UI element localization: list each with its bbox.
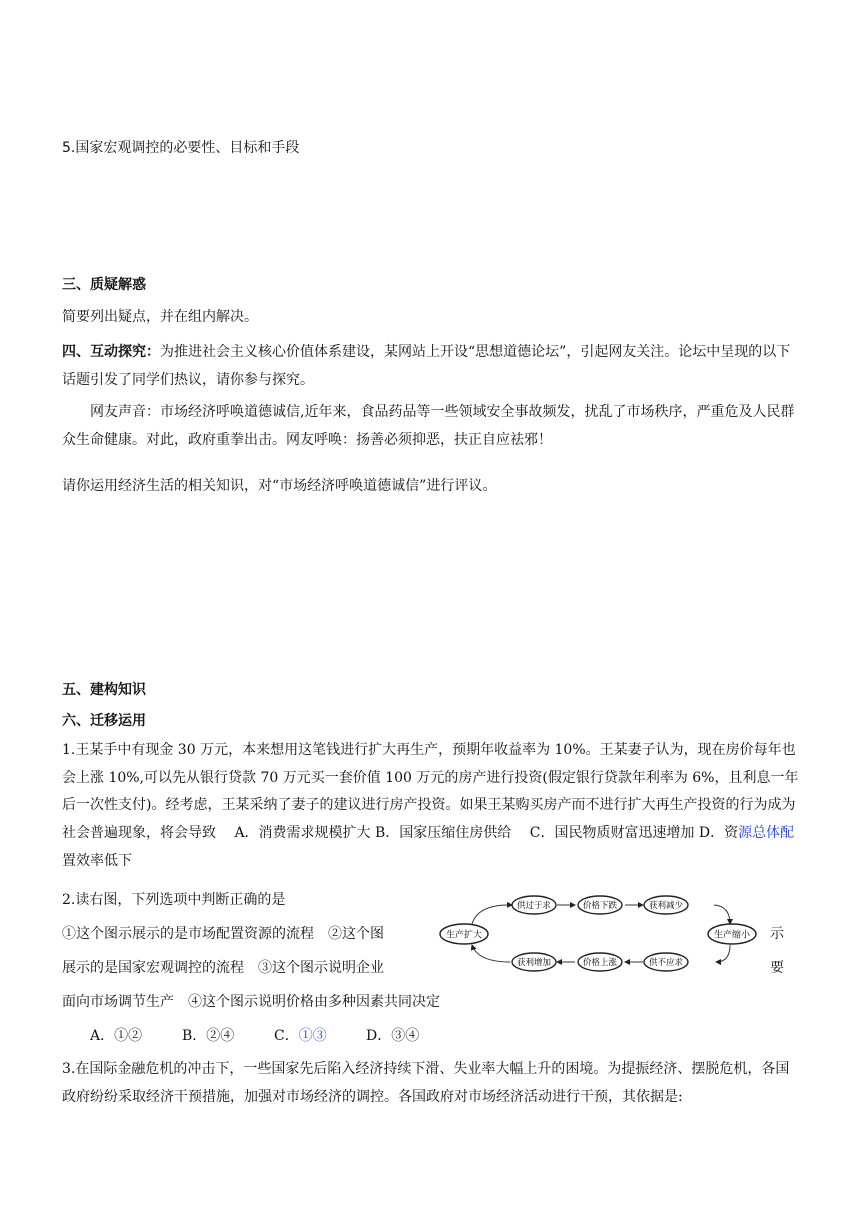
- market-cycle-diagram: [438, 890, 764, 980]
- section-4-task: 请你运用经济生活的相关知识，对“市场经济呼唤道德诚信”进行评议。: [62, 478, 497, 494]
- question-2-stem: 2.读右图，下列选项中判断正确的是: [62, 892, 286, 908]
- option-c-value: ①③: [298, 1028, 327, 1044]
- section-4-voice: 网友声音：市场经济呼唤道德诚信,近年来，食品药品等一些领域安全事故频发，扰乱了市场秩序，严重危及人民群众生命健康。对此，政府重拳出击。网友呼唤：扬善必须抑恶，扶正自应祛邪！: [62, 404, 795, 448]
- question-1-text: 1.王某手中有现金 30 万元，本来想用这笔钱进行扩大再生产，预期年收益率为 10%。王某妻子认为，现在房价每年也会上涨 10%,可以先从银行贷款 70 万元买一套价值 100 万元的房产进行投资(假定银行贷款年利率为 6%，且利息一年后一次性支付)。经考虑，王某采纳了妻子的建议进行房产投资。如果王某购买房产而不进行扩大再生产投资的行为成为社会普遍现象，将会导致 A．消费需求规模扩大 B．国家压缩住房供给 C．国民物质财富迅速增加 D．资: [62, 742, 799, 842]
- question-1-highlight: 源总体配: [738, 825, 795, 842]
- arrow-right-to-bottom: [716, 945, 730, 962]
- node-production-shrink: [708, 924, 756, 944]
- svg-text:供过于求: 供过于求: [516, 901, 552, 911]
- node-profit-decrease: [644, 896, 688, 914]
- node-supply-exceeds-demand: [512, 896, 556, 914]
- section-6-heading: 六、迁移运用: [62, 713, 146, 729]
- option-b: B．②④: [182, 1028, 235, 1044]
- node-price-rise: [578, 953, 622, 971]
- question-2-side-1: 示: [770, 926, 784, 942]
- svg-text:价格上涨: 价格上涨: [582, 958, 618, 968]
- arrow-bottom-to-left: [472, 945, 510, 962]
- question-2-side-2: 要: [770, 960, 784, 976]
- section-4-intro-text: 为推进社会主义核心价值体系建设，某网站上开设“思想道德论坛”，引起网友关注。论坛中呈现的以下话题引发了同学们热议，请你参与探究。: [62, 344, 791, 388]
- option-c: [274, 1026, 327, 1046]
- node-production-expand: [440, 924, 488, 944]
- question-2-line-3: 面向市场调节生产 ④这个图示说明价格由多种因素共同决定: [62, 994, 440, 1010]
- question-1-text-end: 置效率低下: [62, 852, 132, 869]
- svg-text:获利减少: 获利减少: [648, 901, 684, 911]
- question-3: 3.在国际金融危机的冲击下，一些国家先后陷入经济持续下滑、失业率大幅上升的困境。为提振经济、摆脱危机，各国政府纷纷采取经济干预措施，加强对市场经济的调控。各国政府对市场经济活动进行干预，其依据是:: [62, 1061, 790, 1105]
- svg-text:供不应求: 供不应求: [648, 958, 684, 968]
- svg-text:价格下跌: 价格下跌: [582, 901, 618, 911]
- arrow-left-to-top: [472, 905, 512, 924]
- item-5-title: 5.国家宏观调控的必要性、目标和手段: [62, 140, 300, 156]
- question-2-line-2: 展示的是国家宏观调控的流程 ③这个图示说明企业: [62, 960, 384, 976]
- node-price-fall: [578, 896, 622, 914]
- svg-text:生产缩小: 生产缩小: [713, 930, 751, 941]
- arrow-top-to-right: [714, 905, 730, 924]
- node-demand-exceeds-supply: [644, 953, 688, 971]
- section-5-heading: 五、建构知识: [62, 682, 146, 698]
- section-4-heading: 四、互动探究：: [62, 344, 160, 360]
- option-c-prefix: C．: [274, 1028, 299, 1044]
- question-2-line-1: ①这个图示展示的是市场配置资源的流程 ②这个图: [62, 926, 384, 942]
- section-3-text: 简要列出疑点，并在组内解决。: [62, 309, 258, 325]
- question-1: [62, 737, 802, 876]
- svg-text:获利增加: 获利增加: [516, 958, 552, 968]
- option-a: A．①②: [90, 1028, 143, 1044]
- section-4-intro: [62, 339, 802, 394]
- section-3-heading: 三、质疑解惑: [62, 277, 146, 293]
- option-d: D．③④: [366, 1028, 420, 1044]
- svg-text:生产扩大: 生产扩大: [445, 930, 483, 941]
- node-profit-increase: [512, 953, 556, 971]
